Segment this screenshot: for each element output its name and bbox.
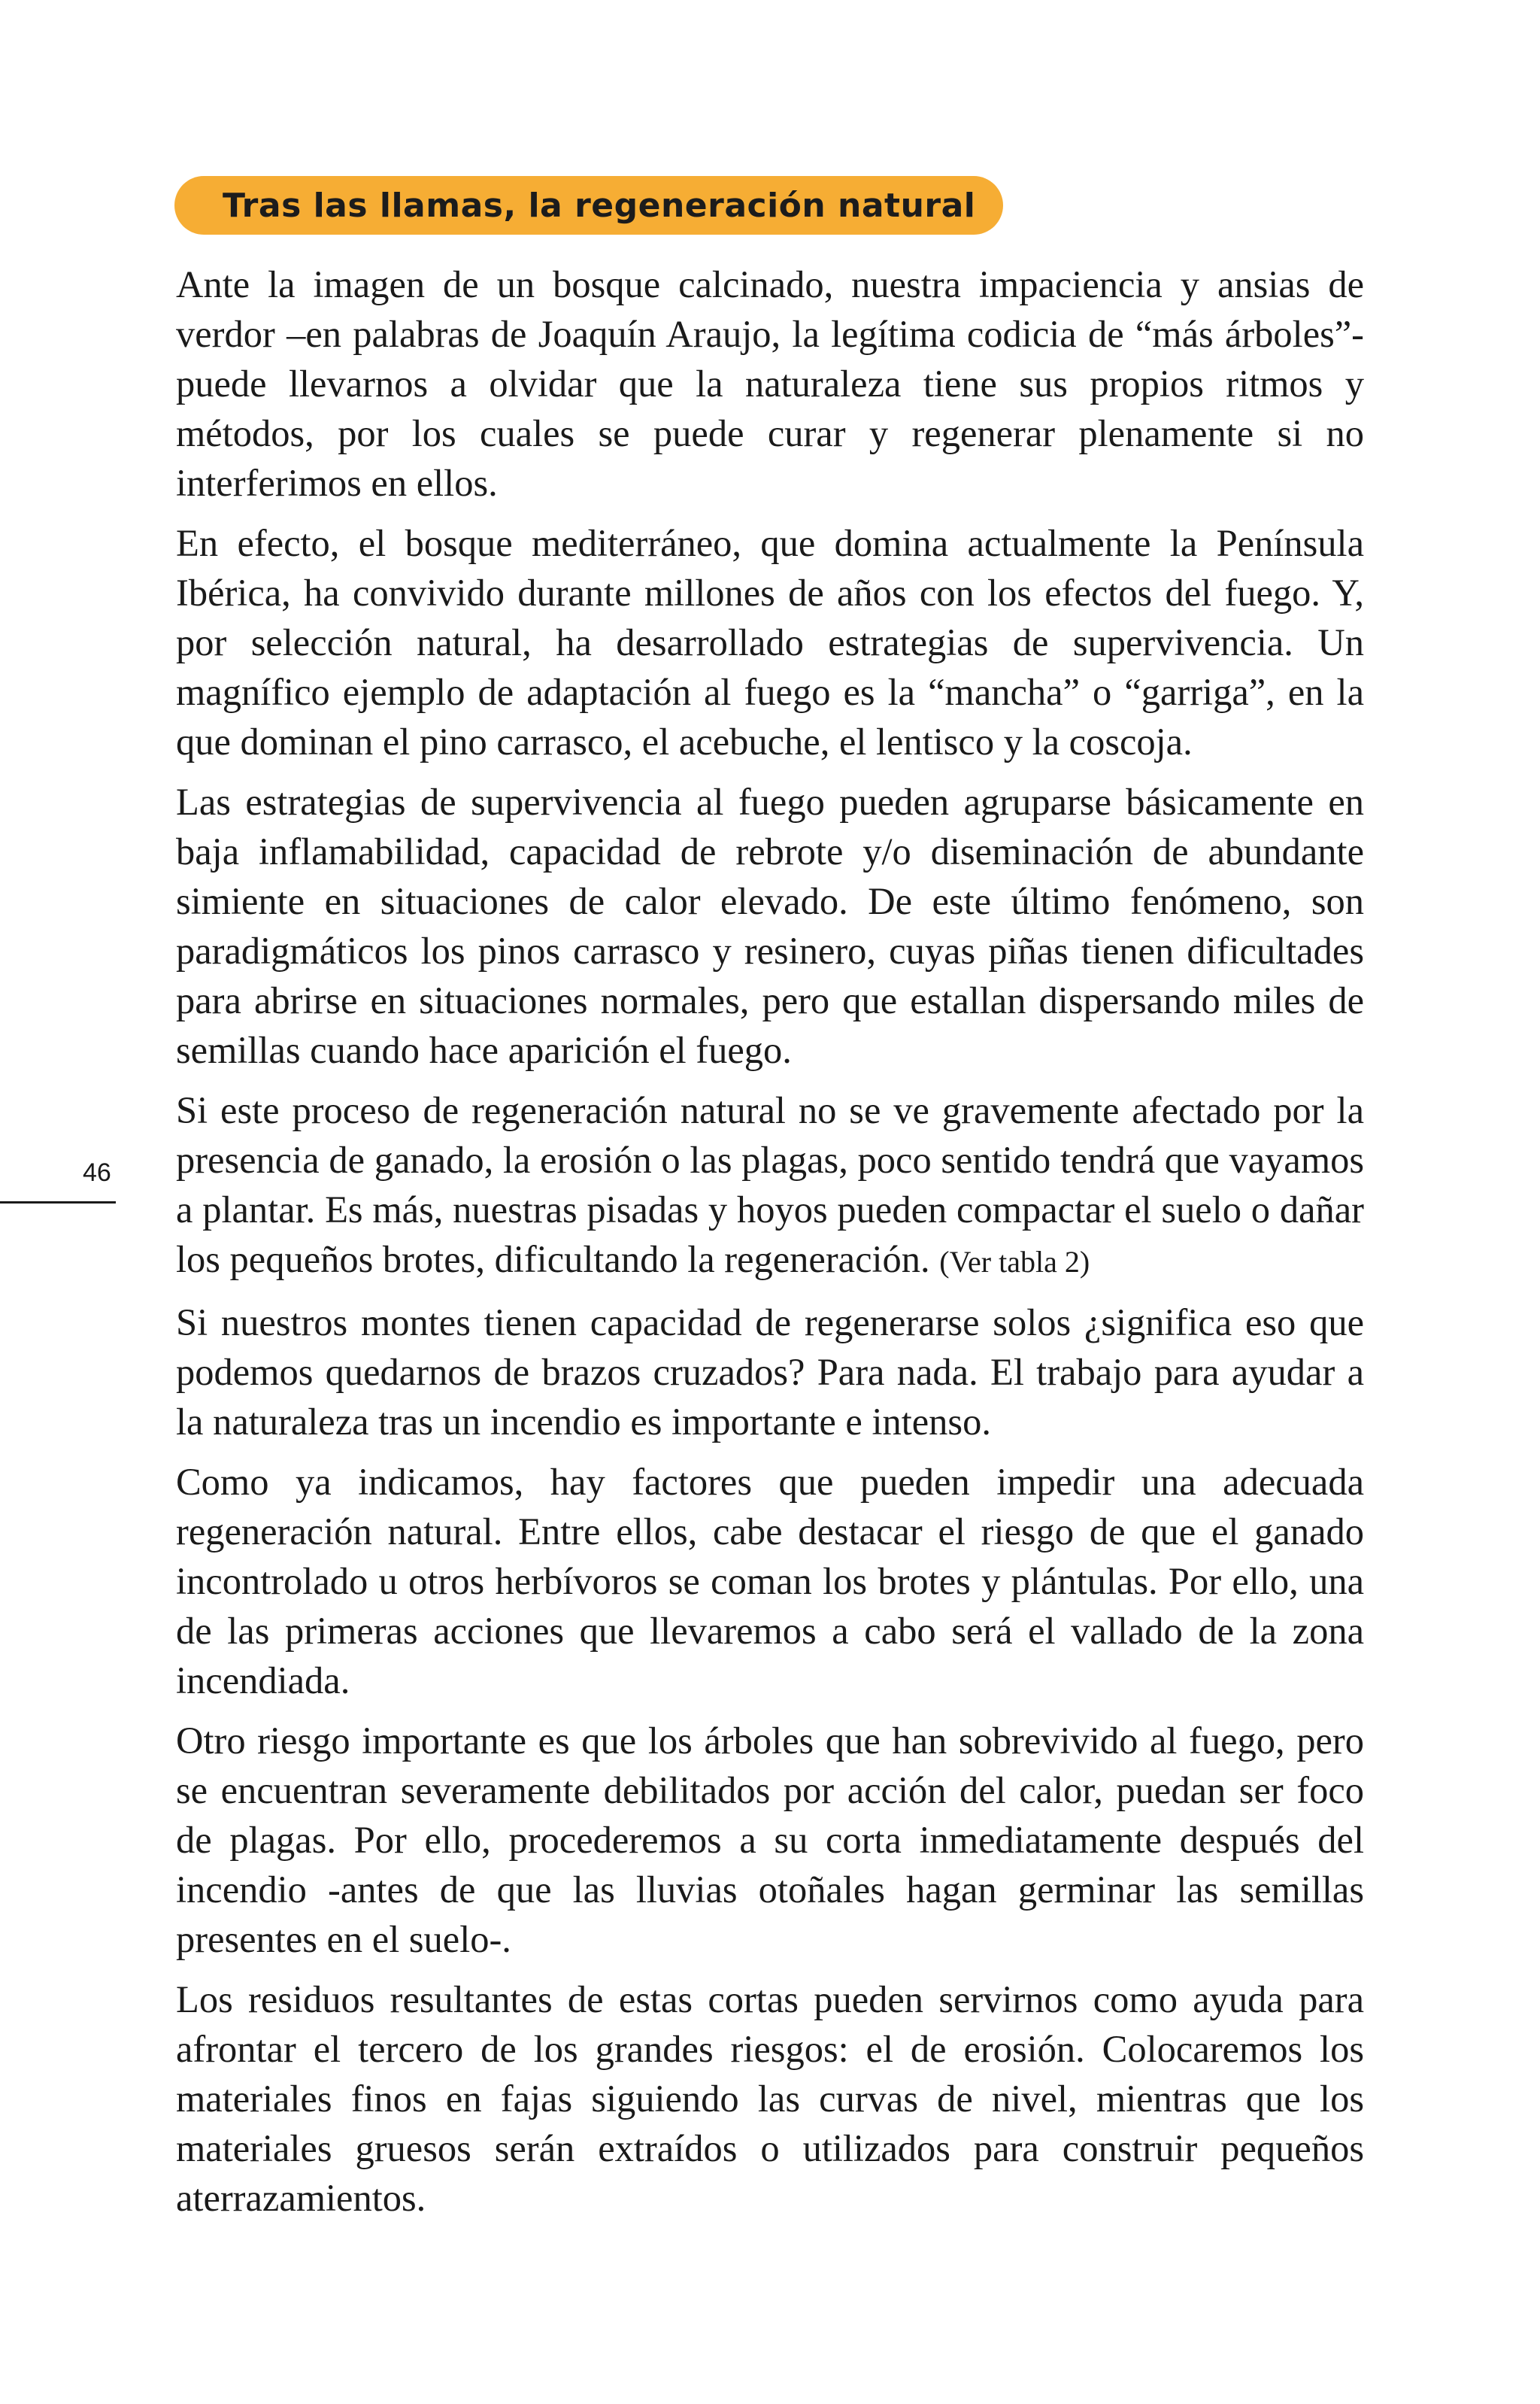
- paragraph-6: Como ya indicamos, hay factores que pueden impedir una adecuada regeneración natural. Entre ellos, cabe destacar el riesgo de que el ganado incontrolado u otros herbívoros se coman los brotes y plántulas. Por ello, una de las primeras acciones que llevaremos a cabo será el vallado de la zona incendiada.: [176, 1461, 1364, 1701]
- paragraph-4: [176, 1085, 1364, 1287]
- body-text: [176, 260, 1364, 2233]
- paragraph-3: Las estrategias de supervivencia al fuego pueden agruparse básicamente en baja inflamabilidad, capacidad de rebrote y/o diseminación de abundante simiente en situaciones de calor elevado. De este último fenómeno, son paradigmáticos los pinos carrasco y resinero, cuyas piñas tienen dificultades para abrirse en situaciones normales, pero que estallan dispersando miles de semillas cuando hace aparición el fuego.: [176, 781, 1364, 1071]
- page-number-rule: [0, 1201, 116, 1204]
- paragraph-4-text: Si este proceso de regeneración natural no se ve gravemente afectado por la presencia de ganado, la erosión o las plagas, poco sentido tendrá que vayamos a plantar. Es más, nuestras pisadas y hoyos pueden compactar el suelo o dañar los pequeños brotes, dificultando la regeneración.: [176, 1089, 1364, 1280]
- section-title: Tras las llamas, la regeneración natural: [223, 186, 976, 225]
- paragraph-7: Otro riesgo importante es que los árboles que han sobrevivido al fuego, pero se encuentran severamente debilitados por acción del calor, puedan ser foco de plagas. Por ello, procederemos a su corta inmediatamente después del incendio -antes de que las lluvias otoñales hagan germinar las semillas presentes en el suelo-.: [176, 1720, 1364, 1960]
- section-heading-banner: [174, 176, 1003, 235]
- paragraph-5: Si nuestros montes tienen capacidad de regenerarse solos ¿significa eso que podemos quedarnos de brazos cruzados? Para nada. El trabajo para ayudar a la naturaleza tras un incendio es importante e intenso.: [176, 1301, 1364, 1443]
- paragraph-2: En efecto, el bosque mediterráneo, que domina actualmente la Península Ibérica, ha convivido durante millones de años con los efectos del fuego. Y, por selección natural, ha desarrollado estrategias de supervivencia. Un magnífico ejemplo de adaptación al fuego es la “mancha” o “garriga”, en la que dominan el pino carrasco, el acebuche, el lentisco y la coscoja.: [176, 522, 1364, 763]
- page-number: 46: [83, 1158, 111, 1187]
- table-reference: (Ver tabla 2): [939, 1245, 1090, 1279]
- paragraph-1: Ante la imagen de un bosque calcinado, nuestra impaciencia y ansias de verdor –en palabras de Joaquín Araujo, la legítima codicia de “más árboles”- puede llevarnos a olvidar que la naturaleza tiene sus propios ritmos y métodos, por los cuales se puede curar y regenerar plenamente si no interferimos en ellos.: [176, 263, 1364, 504]
- paragraph-8: Los residuos resultantes de estas cortas pueden servirnos como ayuda para afrontar el tercero de los grandes riesgos: el de erosión. Colocaremos los materiales finos en fajas siguiendo las curvas de nivel, mientras que los materiales gruesos serán extraídos o utilizados para construir pequeños aterrazamientos.: [176, 1978, 1364, 2219]
